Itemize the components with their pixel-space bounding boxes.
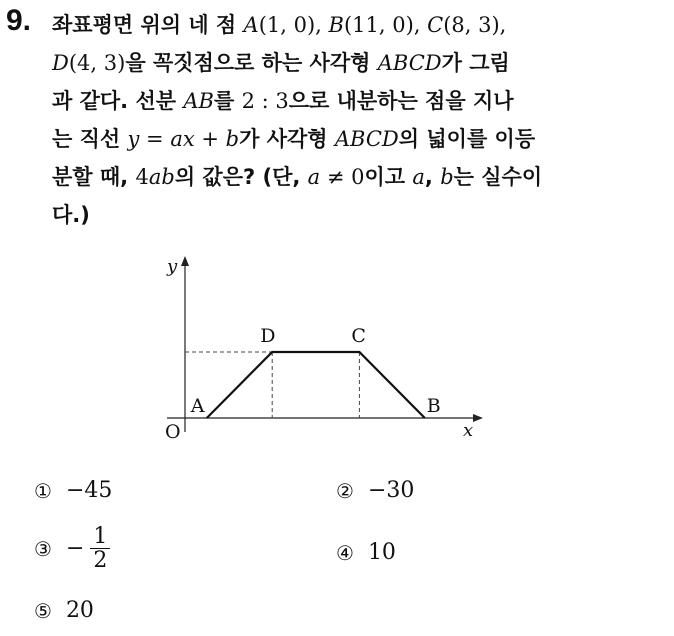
- stem-line: [52, 82, 662, 120]
- choice-3[interactable]: [34, 525, 110, 572]
- stem-segment: (8, 3),: [443, 13, 507, 37]
- stem-segment: AB: [183, 89, 214, 113]
- stem-segment: +: [194, 127, 226, 151]
- stem-line: [52, 158, 662, 196]
- stem-segment: ab: [148, 165, 175, 189]
- stem-segment: b: [225, 127, 240, 151]
- stem-segment: 가 사각형: [239, 127, 335, 151]
- stem-segment: A: [243, 13, 259, 37]
- stem-segment: ax: [170, 127, 195, 151]
- stem-line: [52, 44, 662, 82]
- stem-segment: 으로 내분하는 점을 지나: [288, 89, 514, 113]
- stem-line: [52, 196, 662, 234]
- question-number: 9.: [6, 4, 32, 37]
- x-axis-arrow: [473, 414, 483, 422]
- stem-segment: 2 : 3: [241, 89, 289, 113]
- point-label-b: B: [426, 395, 441, 417]
- y-axis-label: y: [167, 256, 178, 277]
- stem-line: [52, 120, 662, 158]
- stem-segment: a: [307, 165, 321, 189]
- choice-3-numerator: 1: [90, 525, 110, 549]
- point-label-c: C: [351, 325, 366, 347]
- choice-2-mark: ②: [336, 478, 354, 503]
- stem-segment: 는 실수이: [453, 165, 543, 189]
- stem-segment: 좌표평면 위의 네 점: [52, 13, 244, 37]
- stem-segment: (11, 0),: [343, 13, 428, 37]
- choice-5-value: 20: [65, 598, 94, 623]
- choice-2-value: −30: [367, 478, 415, 503]
- choice-4-mark: ④: [336, 540, 354, 565]
- stem-segment: =: [139, 127, 171, 151]
- stem-segment: 의 넓이를 이등: [398, 127, 536, 151]
- trapezoid-figure: [150, 248, 490, 448]
- trapezoid-abcd: [207, 352, 425, 418]
- choice-4-value: 10: [367, 540, 396, 565]
- stem-segment: B: [328, 13, 344, 37]
- choice-5[interactable]: [34, 598, 94, 623]
- stem-segment: ,: [424, 165, 441, 189]
- stem-line: [52, 6, 662, 44]
- stem-segment: C: [427, 13, 444, 37]
- stem-segment: a: [412, 165, 425, 189]
- x-axis-label: x: [463, 420, 474, 441]
- choice-3-denominator: 2: [93, 548, 108, 574]
- point-label-a: A: [190, 395, 205, 417]
- stem-segment: 는 직선: [52, 127, 128, 151]
- question-stem: [52, 6, 662, 234]
- choice-1-mark: ①: [34, 478, 52, 503]
- stem-segment: D: [52, 51, 69, 75]
- stem-segment: 의 값은? (단,: [174, 165, 308, 189]
- stem-segment: ABCD: [334, 127, 399, 151]
- stem-segment: 을 꼭짓점으로 하는 사각형: [125, 51, 378, 75]
- stem-segment: 를: [213, 89, 242, 113]
- point-label-d: D: [260, 325, 276, 347]
- choice-1-value: −45: [65, 478, 113, 503]
- stem-segment: ≠ 0: [320, 165, 365, 189]
- stem-segment: (1, 0),: [258, 13, 329, 37]
- choice-5-mark: ⑤: [34, 598, 52, 623]
- stem-segment: y: [127, 127, 140, 151]
- choice-4[interactable]: [336, 540, 396, 565]
- stem-segment: b: [440, 165, 454, 189]
- choice-1[interactable]: [34, 478, 112, 503]
- stem-segment: 분할 때,: [52, 165, 136, 189]
- stem-segment: (4, 3): [68, 51, 126, 75]
- stem-segment: 다.): [52, 203, 90, 227]
- stem-segment: ABCD: [377, 51, 442, 75]
- stem-segment: 과 같다. 선분: [52, 89, 184, 113]
- stem-segment: 4: [135, 165, 149, 189]
- stem-segment: 가 그림: [441, 51, 510, 75]
- choice-3-sign: −: [65, 536, 85, 562]
- y-axis-arrow: [181, 256, 189, 266]
- stem-segment: 이고: [364, 165, 413, 189]
- choice-2[interactable]: [336, 478, 414, 503]
- choice-3-fraction: [90, 525, 110, 572]
- choice-3-mark: ③: [34, 536, 52, 561]
- origin-label: O: [165, 421, 181, 443]
